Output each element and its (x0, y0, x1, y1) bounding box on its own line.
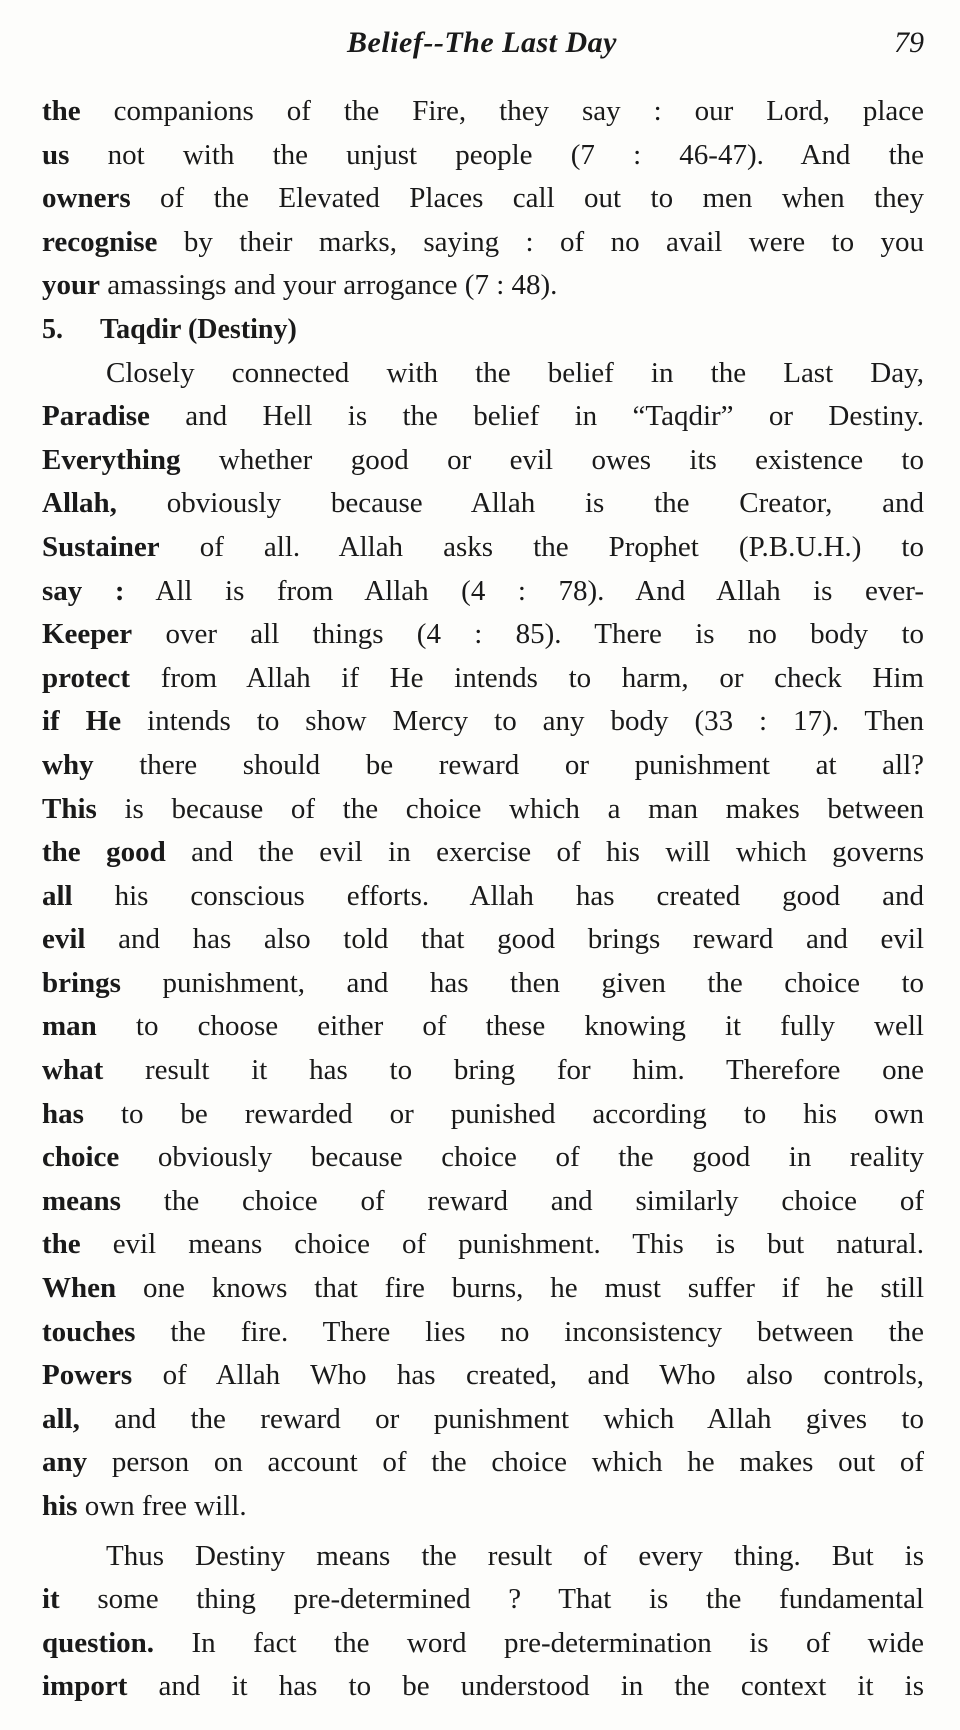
text-line (42, 1093, 924, 1137)
line-text: over all things (4 : 85). There is no body to (132, 618, 924, 651)
line-lead: us (42, 138, 70, 171)
line-lead: This (42, 792, 97, 825)
section-title: Taqdir (Destiny) (100, 313, 297, 345)
line-text: some thing pre-determined ? That is the fundamental (59, 1583, 924, 1616)
line-text: obviously because Allah is the Creator, and (116, 487, 924, 520)
line-lead: protect (42, 661, 131, 694)
line-text: companions of the Fire, they say : our Lord, place (80, 95, 924, 127)
text-line (42, 700, 924, 744)
body-text (42, 90, 924, 1709)
line-lead: Allah, (42, 487, 117, 520)
text-line (42, 264, 924, 308)
line-lead: Everything (42, 443, 181, 476)
line-lead: evil (42, 923, 86, 956)
text-line (42, 1535, 924, 1579)
line-text: of the Elevated Places call out to men when they (130, 182, 924, 215)
line-text: and Hell is the belief in “Taqdir” or Destiny. (149, 400, 924, 433)
line-lead: import (42, 1670, 128, 1703)
line-text: intends to show Mercy to any body (33 : 17). Then (121, 705, 924, 738)
line-text: the choice of reward and similarly choice of (120, 1184, 924, 1217)
line-text: is because of the choice which a man makes between (96, 792, 924, 825)
line-lead: all, (42, 1402, 80, 1435)
line-lead: recognise (42, 225, 158, 258)
text-line (42, 570, 924, 614)
text-line (42, 90, 924, 134)
text-line (42, 221, 924, 265)
line-lead: why (42, 748, 94, 781)
text-line (42, 482, 924, 526)
line-text: and the evil in exercise of his will which governs (165, 836, 924, 869)
line-text: to be rewarded or punished according to his own (83, 1097, 924, 1130)
line-text: not with the unjust people (7 : 46-47). And the (69, 138, 924, 171)
running-head: Belief--The Last Day (347, 26, 617, 59)
text-line (42, 177, 924, 221)
line-lead: the good (42, 836, 166, 869)
line-text: amassings and your arrogance (7 : 48). (100, 269, 558, 302)
text-line (42, 962, 924, 1006)
line-text: person on account of the choice which he makes out of (87, 1446, 924, 1479)
line-lead: the (42, 95, 81, 127)
line-text: obviously because choice of the good in reality (119, 1141, 924, 1174)
text-line (42, 1005, 924, 1049)
line-text: punishment, and has then given the choice to (120, 966, 924, 999)
line-lead: means (42, 1184, 121, 1217)
text-line (42, 395, 924, 439)
line-lead: any (42, 1446, 88, 1479)
text-line (42, 613, 924, 657)
line-text: Closely connected with the belief in the Last Day, (106, 356, 924, 389)
text-line (42, 1136, 924, 1180)
line-lead: the (42, 1228, 81, 1261)
line-lead: touches (42, 1315, 136, 1348)
line-lead: man (42, 1010, 97, 1043)
paragraph-taqdir (42, 352, 924, 1529)
section-heading (42, 308, 924, 352)
paragraph-continuation (42, 90, 924, 308)
line-lead: question. (42, 1626, 155, 1659)
line-text: of all. Allah asks the Prophet (P.B.U.H.) to (159, 530, 924, 563)
text-line (42, 134, 924, 178)
line-lead: if He (42, 705, 122, 738)
text-line (42, 1180, 924, 1224)
line-lead: Keeper (42, 618, 133, 651)
text-line (42, 1049, 924, 1093)
text-line (42, 1311, 924, 1355)
line-text: All is from Allah (4 : 78). And Allah is ever- (124, 574, 924, 607)
line-text: evil means choice of punishment. This is but natural. (80, 1228, 924, 1261)
text-line (42, 1665, 924, 1709)
line-lead: your (42, 269, 100, 302)
line-text: and it has to be understood in the context it is (127, 1670, 924, 1703)
line-text: from Allah if He intends to harm, or check Him (130, 661, 924, 694)
section-number: 5. (42, 313, 63, 345)
line-lead: Sustainer (42, 530, 160, 563)
text-line (42, 1223, 924, 1267)
line-text: whether good or evil owes its existence to (180, 443, 924, 476)
line-text: Thus Destiny means the result of every thing. But is (106, 1539, 924, 1572)
line-text: own free will. (77, 1490, 247, 1522)
text-line (42, 788, 924, 832)
line-lead: it (42, 1583, 60, 1616)
line-lead: choice (42, 1141, 120, 1174)
line-text: and has also told that good brings reward and evil (85, 923, 924, 956)
line-lead: When (42, 1272, 117, 1305)
line-text: to choose either of these knowing it fully well (96, 1010, 924, 1043)
text-line (42, 831, 924, 875)
line-text: In fact the word pre-determination is of wide (154, 1626, 924, 1659)
line-text: and the reward or punishment which Allah gives to (79, 1402, 924, 1435)
text-line (42, 744, 924, 788)
text-line (42, 1354, 924, 1398)
line-lead: say : (42, 574, 125, 607)
line-text: the fire. There lies no inconsistency between the (135, 1315, 924, 1348)
text-line (42, 1578, 924, 1622)
text-line (42, 657, 924, 701)
text-line (42, 875, 924, 919)
text-line (42, 526, 924, 570)
line-text: his conscious efforts. Allah has created good and (72, 879, 924, 912)
line-lead: Paradise (42, 400, 150, 433)
line-lead: what (42, 1054, 104, 1087)
text-line (42, 1485, 924, 1529)
text-line (42, 1622, 924, 1666)
line-lead: his (42, 1490, 78, 1522)
text-line (42, 1441, 924, 1485)
page-number: 79 (894, 26, 924, 59)
line-lead: brings (42, 966, 121, 999)
text-line (42, 1267, 924, 1311)
line-lead: all (42, 879, 73, 912)
line-text: by their marks, saying : of no avail were to you (157, 225, 924, 258)
page-header (40, 20, 924, 70)
text-line (42, 1398, 924, 1442)
text-line (42, 918, 924, 962)
line-text: result it has to bring for him. Therefore one (103, 1054, 924, 1087)
line-text: one knows that fire burns, he must suffer if he still (116, 1272, 924, 1305)
line-lead: Powers (42, 1359, 133, 1392)
line-lead: owners (42, 182, 131, 215)
line-text: of Allah Who has created, and Who also controls, (132, 1359, 924, 1392)
line-text: there should be reward or punishment at all? (93, 748, 924, 781)
line-lead: has (42, 1097, 84, 1130)
text-line (42, 439, 924, 483)
paragraph-destiny-meaning (42, 1535, 924, 1709)
text-line (42, 352, 924, 396)
